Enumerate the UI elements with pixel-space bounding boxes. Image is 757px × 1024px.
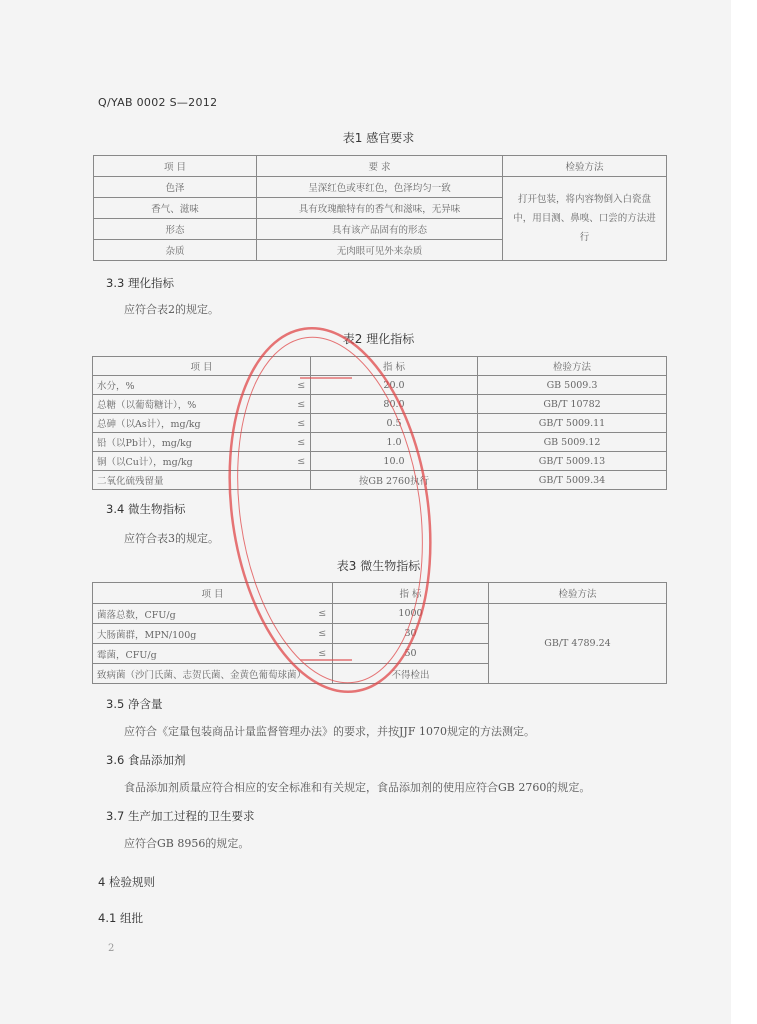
table2-cell-operator: ≤ — [293, 452, 311, 471]
table2-cell-item: 铜（以Cu计），mg/kg — [93, 452, 293, 471]
document-code: Q/YAB 0002 S—2012 — [98, 96, 218, 109]
table3-cell-method: GB/T 4789.24 — [489, 604, 667, 684]
table3-cell-item: 大肠菌群，MPN/100g — [93, 624, 313, 644]
table3-caption: 表3 微生物指标 — [336, 559, 421, 573]
section-3-4-text: 应符合表3的规定。 — [124, 532, 219, 545]
table3-cell-value: 30 — [333, 624, 489, 644]
section-3-5-heading: 3.5 净含量 — [106, 697, 163, 711]
table2-cell-value: 10.0 — [311, 452, 478, 471]
section-4-1-heading: 4.1 组批 — [98, 911, 143, 925]
table3-cell-item: 致病菌（沙门氏菌、志贺氏菌、金黄色葡萄球菌） — [93, 664, 333, 684]
table2-cell-method: GB/T 5009.13 — [478, 452, 667, 471]
table2-cell-method: GB/T 5009.11 — [478, 414, 667, 433]
table2-cell-value: 0.5 — [311, 414, 478, 433]
table2-cell-value: 按GB 2760执行 — [311, 471, 478, 490]
table2-cell-item: 二氧化硫残留量 — [93, 471, 293, 490]
section-3-5-text: 应符合《定量包装商品计量监督管理办法》的要求，并按JJF 1070规定的方法测定。 — [124, 725, 535, 738]
table3 — [92, 582, 667, 684]
section-3-4-heading: 3.4 微生物指标 — [106, 502, 186, 516]
table2-cell-method: GB 5009.3 — [478, 376, 667, 395]
table3-cell-value: 不得检出 — [333, 664, 489, 684]
table2-cell-method: GB 5009.12 — [478, 433, 667, 452]
table2-cell-item: 铅（以Pb计），mg/kg — [93, 433, 293, 452]
table2-cell-operator — [293, 471, 311, 490]
table1-cell-method: 打开包装，将内容物倒入白瓷盘中，用目测、鼻嗅、口尝的方法进行 — [503, 177, 667, 261]
table1-header-method: 检验方法 — [503, 156, 667, 177]
table2 — [92, 356, 667, 490]
table2-cell-item: 总糖（以葡萄糖计），% — [93, 395, 293, 414]
table1-cell-requirement: 呈深红色或枣红色，色泽均匀一致 — [257, 177, 503, 198]
table1-header-item: 项 目 — [94, 156, 257, 177]
table2-cell-value: 20.0 — [311, 376, 478, 395]
table2-cell-operator: ≤ — [293, 433, 311, 452]
table2-cell-operator: ≤ — [293, 376, 311, 395]
table2-cell-value: 1.0 — [311, 433, 478, 452]
table1-cell-requirement: 无肉眼可见外来杂质 — [257, 240, 503, 261]
table2-cell-value: 80.0 — [311, 395, 478, 414]
section-3-7-heading: 3.7 生产加工过程的卫生要求 — [106, 809, 255, 823]
table1-cell-requirement: 具有该产品固有的形态 — [257, 219, 503, 240]
table1-header-requirement: 要 求 — [257, 156, 503, 177]
table1-cell-item: 香气、滋味 — [94, 198, 257, 219]
table1-caption: 表1 感官要求 — [342, 131, 415, 145]
table3-cell-operator: ≤ — [313, 624, 333, 644]
table3-cell-operator: ≤ — [313, 604, 333, 624]
table2-cell-item: 水分，% — [93, 376, 293, 395]
table2-header-value: 指 标 — [311, 357, 478, 376]
section-3-3-heading: 3.3 理化指标 — [106, 276, 174, 290]
table1-cell-item: 形态 — [94, 219, 257, 240]
table3-header-value: 指 标 — [333, 583, 489, 604]
section-4-heading: 4 检验规则 — [98, 875, 155, 889]
page-number: 2 — [108, 943, 115, 954]
table2-cell-operator: ≤ — [293, 395, 311, 414]
section-3-3-text: 应符合表2的规定。 — [124, 303, 219, 316]
table3-cell-item: 菌落总数，CFU/g — [93, 604, 313, 624]
table2-cell-operator: ≤ — [293, 414, 311, 433]
table3-header-item: 项 目 — [93, 583, 333, 604]
table2-cell-method: GB/T 5009.34 — [478, 471, 667, 490]
table2-cell-method: GB/T 10782 — [478, 395, 667, 414]
table1-cell-item: 杂质 — [94, 240, 257, 261]
section-3-6-text: 食品添加剂质量应符合相应的安全标准和有关规定，食品添加剂的使用应符合GB 2760的规定。 — [124, 781, 591, 794]
table3-cell-value: 1000 — [333, 604, 489, 624]
table2-cell-item: 总砷（以As计），mg/kg — [93, 414, 293, 433]
table2-header-method: 检验方法 — [478, 357, 667, 376]
table3-header-method: 检验方法 — [489, 583, 667, 604]
table3-cell-operator: ≤ — [313, 644, 333, 664]
table3-cell-item: 霉菌，CFU/g — [93, 644, 313, 664]
table3-cell-value: 50 — [333, 644, 489, 664]
section-3-7-text: 应符合GB 8956的规定。 — [124, 837, 250, 850]
table1 — [93, 155, 667, 261]
table2-header-item: 项 目 — [93, 357, 311, 376]
section-3-6-heading: 3.6 食品添加剂 — [106, 753, 186, 767]
table1-cell-item: 色泽 — [94, 177, 257, 198]
table2-caption: 表2 理化指标 — [342, 332, 415, 346]
table1-cell-requirement: 具有玫瑰酿特有的香气和滋味，无异味 — [257, 198, 503, 219]
